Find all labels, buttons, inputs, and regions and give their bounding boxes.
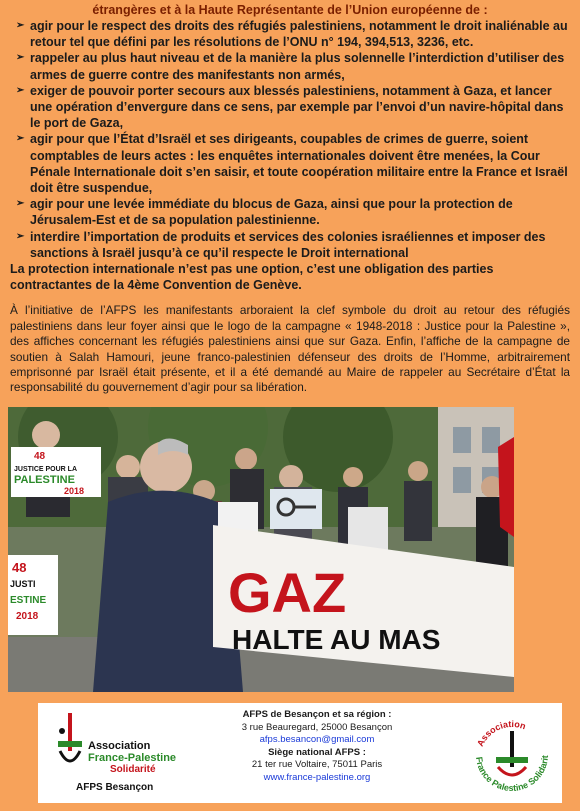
hq-title: Siège national AFPS :	[268, 746, 366, 758]
demand-item: ➢ agir pour que l’État d’Israël et ses dirigeants, coupables de crimes de guerre, soient comptables de leurs actes : les enquêtes internationales doivent être menées, la Cour Pénale Internationale doit s’en saisir, et toute coopération militaire entre la France et Israël doit être suspendue,	[16, 132, 568, 196]
website-link[interactable]: www.france-palestine.org	[263, 771, 371, 783]
demand-item: ➢ agir pour une levée immédiate du blocus de Gaza, ainsi que pour la protection de Jérusalem-Est et de sa population palestinienne.	[16, 197, 513, 228]
arrow-bullet-icon: ➢	[16, 20, 25, 31]
arrow-bullet-icon: ➢	[16, 52, 25, 64]
svg-text:PALESTINE: PALESTINE	[14, 474, 75, 486]
demand-item: ➢ agir pour le respect des droits des réfugiés palestiniens, notamment le droit inaliénable au retour tel que défini par les résolutions de l’ONU n° 194, 394,513, 3236, etc.	[16, 19, 568, 50]
contact-block	[222, 709, 412, 785]
body-paragraph: À l’initiative de l’AFPS les manifestants arboraient la clef symbole du droit au retour des réfugiés palestiniens dans leur foyer ainsi que le logo de la campagne « 1948-2018 : Justice pour la Palestine », des affiches concernant les réfugiés palestiniens ainsi que sur Gaza. Enfin, l’affiche de la campagne de soutien à Salah Hamouri, jeune franco-palestinien défenseur des droits de l’Homme, arbitrairement emprisonné par Israël était présente, et il a été demandé au Maire de rappeler au Secrétaire d’État la responsabilité du gouvernement d’agir pour sa libération.	[10, 303, 570, 395]
intro-line: étrangères et à la Haute Représentante de l’Union européenne de :	[92, 3, 488, 17]
demands-list	[0, 18, 580, 261]
demand-item: ➢ rappeler au plus haut niveau et de la manière la plus solennelle l’interdiction d’utiliser des armes de guerre contre des manifestants non armés,	[16, 51, 565, 82]
assoc-name-line2: France-Palestine	[88, 752, 177, 764]
svg-text:HALTE AU MAS: HALTE AU MAS	[232, 624, 441, 655]
email-link[interactable]: afps.besancon@gmail.com	[259, 734, 375, 746]
arrow-bullet-icon: ➢	[16, 198, 25, 210]
document-body	[0, 0, 580, 396]
svg-text:48: 48	[34, 451, 46, 462]
svg-text:France Palestine Solidarité: France Palestine Solidarit	[473, 754, 551, 794]
assoc-local-name: AFPS Besançon	[76, 782, 154, 793]
hq-address: 21 ter rue Voltaire, 75011 Paris	[251, 759, 383, 771]
conclusion-text: La protection internationale n’est pas une option, c’est une obligation des parties contractantes de la 4ème Convention de Genève.	[10, 262, 494, 293]
svg-text:JUSTICE POUR LA: JUSTICE POUR LA	[14, 466, 78, 473]
svg-text:ESTINE: ESTINE	[10, 595, 47, 606]
contact-title: AFPS de Besançon et sa région :	[242, 709, 392, 720]
svg-text:48: 48	[12, 560, 27, 575]
svg-text:GAZ: GAZ	[228, 561, 347, 624]
demonstration-photo	[8, 407, 514, 692]
round-afps-logo	[466, 709, 558, 801]
demand-item: ➢ exiger de pouvoir porter secours aux blessés palestiniens, notamment à Gaza, et lancer une opération d’envergure dans ce sens, par exemple par l’envoi d’un navire-hôpital dans le port de Gaza,	[16, 83, 564, 131]
assoc-name-line3: Solidarité	[110, 764, 156, 775]
demand-item: ➢ interdire l’importation de produits et services des colonies israéliennes et imposer des sanctions à Israël jusqu’à ce qu’il respecte le Droit international	[16, 229, 546, 260]
svg-text:JUSTI: JUSTI	[10, 579, 36, 589]
svg-text:Association: Association	[474, 718, 528, 749]
svg-text:2018: 2018	[16, 611, 39, 622]
afps-calligraphy-icon	[54, 711, 86, 773]
photo-illustration	[8, 407, 514, 692]
local-address: 3 rue Beauregard, 25000 Besançon	[241, 721, 393, 733]
arrow-bullet-icon: ➢	[16, 230, 25, 242]
assoc-name-line1: Association	[88, 740, 151, 752]
arrow-bullet-icon: ➢	[16, 84, 25, 96]
arrow-bullet-icon: ➢	[16, 133, 25, 145]
footer-card	[38, 703, 562, 803]
svg-text:2018: 2018	[64, 486, 85, 496]
afps-besancon-logo	[44, 709, 199, 799]
